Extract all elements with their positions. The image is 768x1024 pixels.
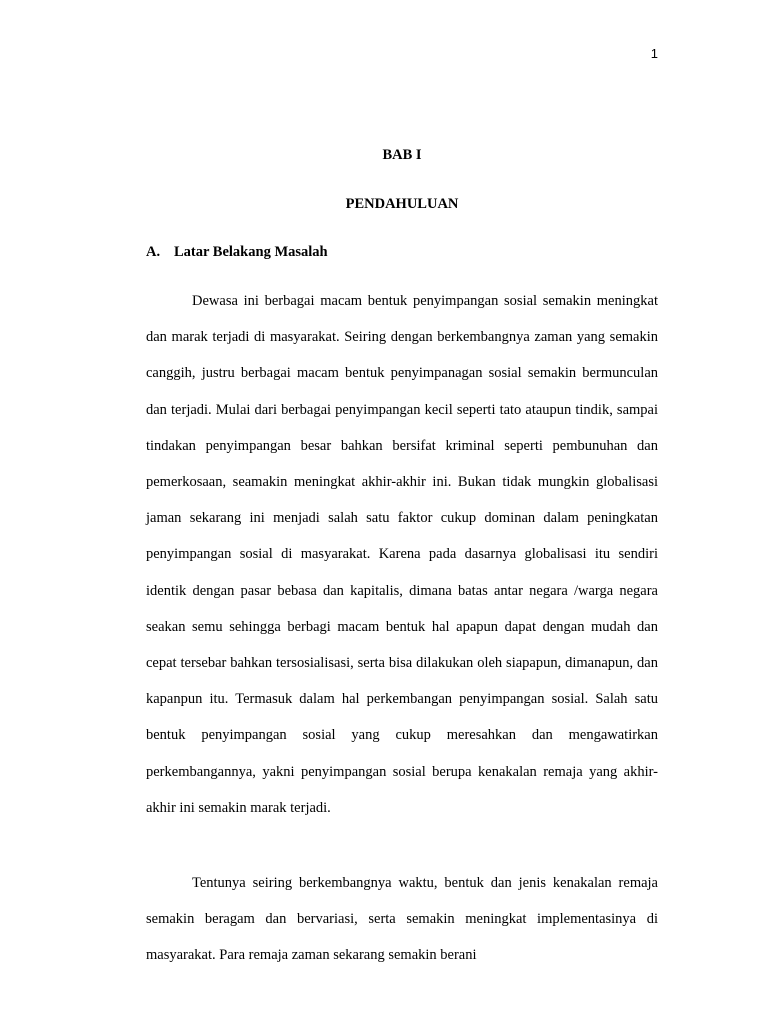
- section-heading: [146, 244, 328, 261]
- body-paragraph: Tentunya seiring berkembangnya waktu, bentuk dan jenis kenakalan remaja semakin beragam dan bervariasi, serta semakin meningkat implementasinya di masyarakat. Para remaja zaman sekarang semakin berani: [146, 875, 658, 964]
- page-number: 1: [650, 46, 658, 61]
- section-title: Latar Belakang Masalah: [174, 244, 328, 260]
- section-number: A.: [146, 244, 161, 260]
- body-paragraph: Dewasa ini berbagai macam bentuk penyimpangan sosial semakin meningkat dan marak terjadi di masyarakat. Seiring dengan berkembangnya zaman yang semakin canggih, justru berbagai macam bentuk penyimpanagan sosial semakin bermunculan dan terjadi. Mulai dari berbagai penyimpangan kecil seperti tato ataupun tindik, sampai tindakan penyimpangan besar bahkan bersifat kriminal seperti pembunuhan dan pemerkosaan, seamakin meningkat akhir-akhir ini. Bukan tidak mungkin globalisasi jaman sekarang ini menjadi salah satu faktor cukup dominan dalam peningkatan penyimpangan sosial di masyarakat. Karena pada dasarnya globalisasi itu sendiri identik dengan pasar bebasa dan kapitalis, dimana batas antar negara /warga negara seakan semu sehingga berbagi macam bentuk hal apapun dapat dengan mudah dan cepat tersebar bahkan tersosialisasi, serta bisa dilakukan oleh siapapun, dimanapun, dan kapanpun itu. Termasuk dalam hal perkembangan penyimpangan sosial. Salah satu bentuk penyimpangan sosial yang cukup meresahkan dan mengawatirkan perkembangannya, yakni penyimpangan sosial berupa kenakalan remaja yang akhir-akhir ini semakin marak terjadi.: [146, 293, 658, 816]
- chapter-title: PENDAHULUAN: [345, 196, 459, 212]
- chapter-label: BAB I: [382, 147, 422, 163]
